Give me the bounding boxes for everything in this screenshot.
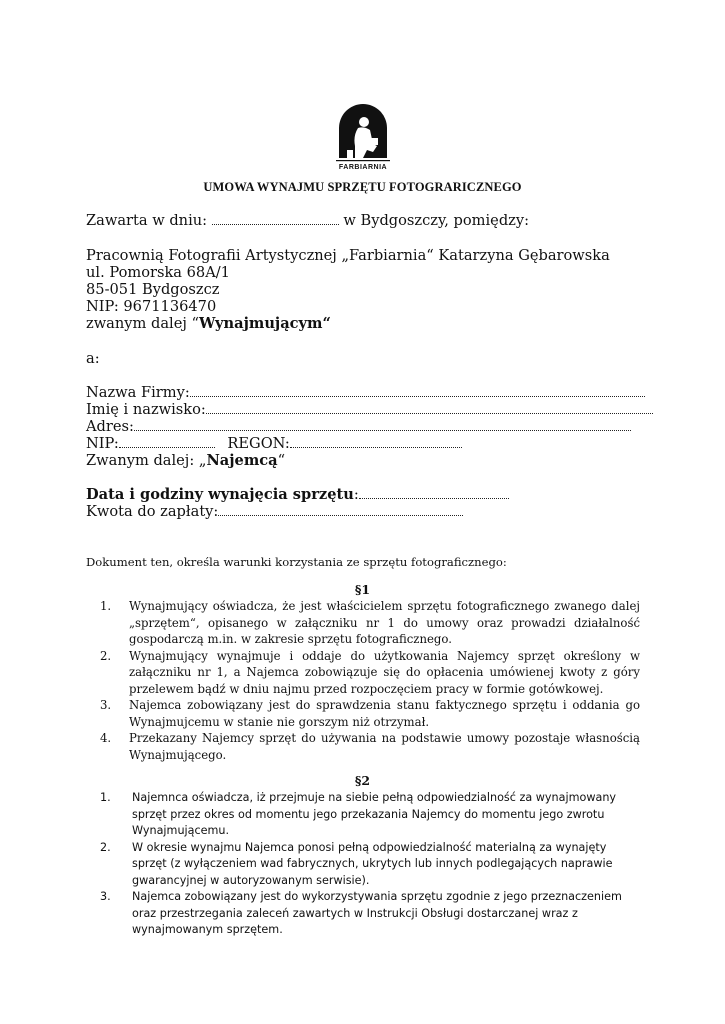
nip-field[interactable] [119,435,215,448]
address-line [86,418,631,435]
amount-field[interactable] [218,503,463,516]
item-text: W okresie wynajmu Najemca ponosi pełną odpowiedzialność materialną za wynajęty sprzęt (z wyłączeniem wad fabrycznych, ukrytych lub innych podlegających naprawie gwarancyjnej w autoryzowanym serwisie). [132,840,613,887]
lessee-called-prefix: Zwanym dalej: „ [86,452,207,469]
rental-dates-field[interactable] [359,486,509,499]
section-1-list [100,598,640,763]
contract-date-line [86,212,529,229]
item-number: 1. [100,791,111,804]
rental-dates-colon: : [353,486,359,503]
item-text: Najemca zobowiązany jest do wykorzystywania sprzętu zgodnie z jego przeznaczeniem oraz przestrzegania zaleceń zawartych w Instrukcji Obsługi dostarczanej wraz z wynajmowanym sprzętem. [132,890,622,936]
company-label: Nazwa Firmy: [86,384,190,401]
list-item [100,697,640,730]
item-number: 2. [100,840,111,854]
intro-text: Dokument ten, określa warunki korzystania ze sprzętu fotograficznego: [86,555,507,569]
lessor-city: 85-051 Bydgoszcz [86,281,220,298]
svg-text:FARBIARNIA: FARBIARNIA [338,164,388,171]
nip-regon-line [86,435,462,452]
fullname-label: Imię i nazwisko: [86,401,206,418]
regon-label: REGON: [227,435,290,452]
item-text: Wynajmujący wynajmuje i oddaje do użytkowania Najemcy sprzęt określony w załączniku nr 1, a Najemca zobowiązuje się do opłacenia umówienej kwoty z góry przelewem bądź w dniu najmu przed rozpoczęciem pracy w formie gotówkowej. [129,648,640,696]
date-location: w Bydgoszczy, pomiędzy: [338,212,530,229]
list-item [100,889,640,939]
lessee-role: Najemcą [206,452,278,469]
party-separator: a: [86,350,100,367]
company-field[interactable] [190,384,645,397]
address-field[interactable] [134,418,631,431]
item-number: 1. [100,599,112,613]
company-line [86,384,645,401]
list-item [100,648,640,698]
address-label: Adres: [86,418,134,435]
list-item [100,598,640,648]
list-item [100,790,640,840]
item-number: 3. [100,890,111,903]
fullname-line [86,401,653,418]
lessor-role: Wynajmującym“ [198,315,331,332]
section-1-heading: §1 [354,582,371,597]
lessor-street: ul. Pomorska 68A/1 [86,264,230,281]
lessee-called [86,452,285,469]
fullname-field[interactable] [206,401,653,414]
item-text: Wynajmujący oświadcza, że jest właścicielem sprzętu fotograficznego zwanego dalej „sprzętem“, opisanego w załączniku nr 1 do umowy oraz prowadzi działalność gospodarczą m.in. w zakresie sprzętu fotograficznego. [129,599,640,646]
farbiarnia-logo [333,100,393,172]
item-text: Najemca zobowiązany jest do sprawdzenia stanu faktycznego sprzętu i oddania go Wynajmujcemu w stanie nie gorszym niż otrzymał. [129,698,640,729]
date-field[interactable] [212,212,339,225]
list-item [100,840,640,890]
rental-dates-label: Data i godziny wynajęcia sprzętu [86,486,354,503]
document-title: UMOWA WYNAJMU SPRZĘTU FOTOGRARICZNEGO [203,180,522,194]
item-text: Przekazany Najemcy sprzęt do używania na podstawie umowy pozostaje własnością Wynajmującego. [129,731,640,762]
section-2-heading: §2 [354,773,371,788]
item-number: 4. [100,731,112,745]
amount-label: Kwota do zapłaty: [86,503,219,520]
item-number: 3. [100,698,112,712]
lessee-nip-label: NIP: [86,435,119,452]
lessor-called-prefix: zwanym dalej “ [86,315,199,332]
item-text: Najemnca oświadcza, iż przejmuje na siebie pełną odpowiedzialność za wynajmowany sprzęt przez okres od momentu jego przekazania Najemcy do momentu jego zwrotu Wynajmującemu. [132,791,617,837]
item-number: 2. [100,648,112,663]
lessor-nip: NIP: 9671136470 [86,298,217,315]
date-label: Zawarta w dniu: [86,212,208,229]
section-2-list [100,790,640,939]
list-item [100,730,640,763]
lessee-called-suffix: “ [277,452,286,469]
regon-field[interactable] [290,435,462,448]
lessor-called [86,315,331,332]
lessor-name: Pracownią Fotografii Artystycznej „Farbiarnia“ Katarzyna Gębarowska [86,247,610,264]
rental-dates-line [86,486,509,503]
amount-line [86,503,463,520]
